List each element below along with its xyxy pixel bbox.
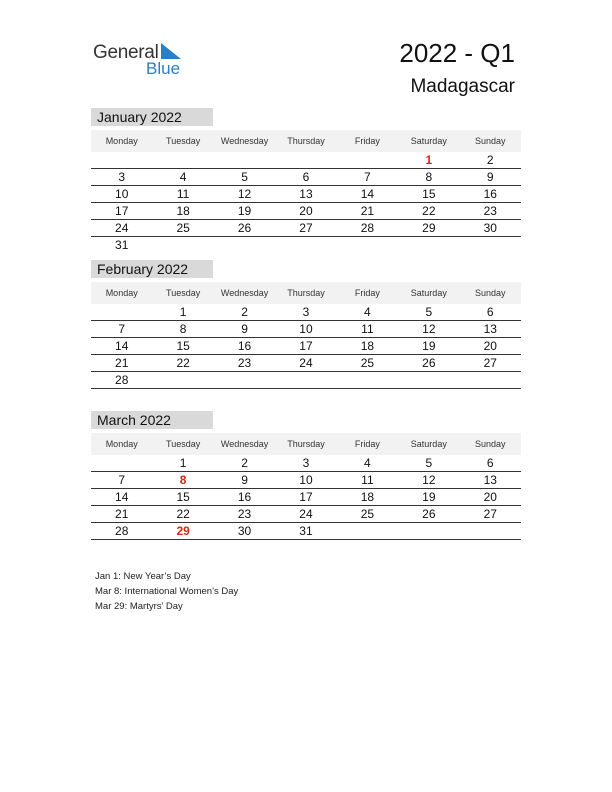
weekday-header: Friday (337, 282, 398, 304)
week-row (91, 355, 521, 372)
day-cell: 29 (152, 523, 213, 540)
week-row (91, 472, 521, 489)
day-cell: 26 (398, 506, 459, 523)
day-cell (337, 523, 398, 540)
day-cell: 2 (214, 304, 275, 321)
day-cell: 4 (337, 304, 398, 321)
day-cell: 18 (337, 489, 398, 506)
day-cell: 21 (91, 506, 152, 523)
day-cell (460, 372, 521, 389)
week-row (91, 338, 521, 355)
month-block (91, 260, 521, 389)
week-row (91, 523, 521, 540)
day-cell: 20 (460, 338, 521, 355)
holiday-note: Jan 1: New Year’s Day (95, 571, 191, 582)
day-cell: 28 (91, 372, 152, 389)
day-cell (275, 152, 336, 169)
day-cell: 22 (152, 506, 213, 523)
month-label: February 2022 (91, 260, 213, 278)
day-cell: 13 (275, 186, 336, 203)
logo (93, 40, 193, 80)
month-label: March 2022 (91, 411, 213, 429)
day-cell (275, 372, 336, 389)
holiday-notes (95, 569, 238, 614)
day-cell: 6 (460, 455, 521, 472)
weekday-header: Friday (337, 433, 398, 455)
day-cell: 31 (115, 238, 129, 252)
day-cell: 28 (91, 523, 152, 540)
day-cell: 6 (275, 169, 336, 186)
weekday-header: Thursday (275, 130, 336, 152)
week-row (91, 203, 521, 220)
day-cell (337, 372, 398, 389)
day-cell: 6 (460, 304, 521, 321)
day-cell (91, 152, 152, 169)
day-cell (337, 237, 398, 254)
logo-triangle-icon (161, 43, 181, 59)
weekday-header: Monday (91, 433, 152, 455)
month-table (91, 282, 521, 389)
day-cell: 8 (398, 169, 459, 186)
day-cell: 27 (460, 506, 521, 523)
day-cell (91, 304, 152, 321)
day-cell: 8 (152, 321, 213, 338)
day-cell: 14 (91, 489, 152, 506)
weekday-header: Saturday (398, 130, 459, 152)
day-cell (214, 152, 275, 169)
day-cell: 21 (91, 355, 152, 372)
day-cell: 15 (398, 186, 459, 203)
day-cell: 23 (214, 355, 275, 372)
day-cell: 11 (337, 321, 398, 338)
weekday-header: Sunday (460, 282, 521, 304)
month-table (91, 433, 521, 540)
day-cell: 24 (275, 506, 336, 523)
day-cell: 19 (214, 203, 275, 220)
week-row (91, 455, 521, 472)
weekday-header: Tuesday (152, 282, 213, 304)
day-cell: 18 (337, 338, 398, 355)
day-cell (152, 152, 213, 169)
day-cell (337, 152, 398, 169)
day-cell: 8 (152, 472, 213, 489)
weekday-header: Monday (91, 130, 152, 152)
day-cell: 3 (275, 304, 336, 321)
day-cell: 25 (337, 355, 398, 372)
week-row (91, 489, 521, 506)
day-cell: 24 (275, 355, 336, 372)
weekday-header: Sunday (460, 130, 521, 152)
day-cell: 15 (152, 489, 213, 506)
day-cell: 13 (460, 321, 521, 338)
day-cell: 29 (398, 220, 459, 237)
day-cell: 30 (214, 523, 275, 540)
day-cell: 22 (152, 355, 213, 372)
day-cell: 12 (398, 472, 459, 489)
day-cell: 14 (337, 186, 398, 203)
day-cell (460, 523, 521, 540)
day-cell (152, 372, 213, 389)
logo-blue-text: Blue (146, 59, 181, 78)
day-cell: 28 (337, 220, 398, 237)
day-cell: 12 (214, 186, 275, 203)
day-cell: 21 (337, 203, 398, 220)
day-cell: 2 (214, 455, 275, 472)
day-cell: 27 (460, 355, 521, 372)
day-cell: 4 (337, 455, 398, 472)
day-cell (91, 455, 152, 472)
day-cell: 17 (91, 203, 152, 220)
day-cell: 3 (91, 169, 152, 186)
week-row (91, 186, 521, 203)
week-row (91, 506, 521, 523)
day-cell: 9 (214, 472, 275, 489)
day-cell: 11 (152, 186, 213, 203)
day-cell: 15 (152, 338, 213, 355)
day-cell: 17 (275, 338, 336, 355)
day-cell: 10 (91, 186, 152, 203)
weekday-header: Monday (91, 282, 152, 304)
week-row (91, 220, 521, 237)
day-cell: 22 (398, 203, 459, 220)
day-cell (214, 372, 275, 389)
week-row (91, 152, 521, 169)
day-cell: 17 (275, 489, 336, 506)
day-cell (275, 237, 336, 254)
day-cell: 19 (398, 338, 459, 355)
day-cell: 24 (91, 220, 152, 237)
month-block (91, 108, 521, 253)
day-cell: 3 (275, 455, 336, 472)
month-table (91, 130, 521, 253)
day-cell: 5 (214, 169, 275, 186)
day-cell: 26 (214, 220, 275, 237)
day-cell: 30 (460, 220, 521, 237)
day-cell: 13 (460, 472, 521, 489)
day-cell: 23 (214, 506, 275, 523)
holiday-note: Mar 8: International Women’s Day (95, 586, 239, 597)
day-cell: 10 (275, 472, 336, 489)
day-cell: 1 (152, 455, 213, 472)
weekday-header: Sunday (460, 433, 521, 455)
day-cell: 26 (398, 355, 459, 372)
day-cell: 31 (275, 523, 336, 540)
day-cell (214, 237, 275, 254)
day-cell: 14 (91, 338, 152, 355)
day-cell: 16 (214, 489, 275, 506)
day-cell: 19 (398, 489, 459, 506)
day-cell: 7 (337, 169, 398, 186)
week-row (91, 304, 521, 321)
week-row (91, 372, 521, 389)
weekday-header: Wednesday (214, 282, 275, 304)
holiday-note: Mar 29: Martyrs’ Day (95, 601, 183, 612)
day-cell (398, 237, 459, 254)
page-title: 2022 - Q1 (399, 38, 515, 68)
week-row (91, 321, 521, 338)
day-cell: 20 (460, 489, 521, 506)
day-cell (398, 372, 459, 389)
day-cell: 16 (214, 338, 275, 355)
weekday-header: Tuesday (152, 433, 213, 455)
day-cell: 18 (152, 203, 213, 220)
logo-general-text: General (93, 42, 159, 63)
month-label: January 2022 (91, 108, 213, 126)
day-cell: 7 (91, 472, 152, 489)
weekday-header: Thursday (275, 282, 336, 304)
day-cell: 5 (398, 304, 459, 321)
day-cell (398, 523, 459, 540)
weekday-header: Saturday (398, 433, 459, 455)
day-cell: 2 (460, 152, 521, 169)
day-cell: 11 (337, 472, 398, 489)
weekday-header: Saturday (398, 282, 459, 304)
month-block (91, 411, 521, 540)
day-cell: 5 (398, 455, 459, 472)
day-cell: 7 (91, 321, 152, 338)
day-cell (460, 237, 521, 254)
day-cell: 27 (275, 220, 336, 237)
country-name: Madagascar (410, 76, 515, 97)
day-cell: 1 (152, 304, 213, 321)
weekday-header: Friday (337, 130, 398, 152)
day-cell: 16 (460, 186, 521, 203)
weekday-header: Thursday (275, 433, 336, 455)
day-cell: 20 (275, 203, 336, 220)
day-cell: 9 (460, 169, 521, 186)
weekday-header: Wednesday (214, 433, 275, 455)
day-cell: 10 (275, 321, 336, 338)
day-cell: 23 (460, 203, 521, 220)
weekday-header: Tuesday (152, 130, 213, 152)
weekday-header: Wednesday (214, 130, 275, 152)
day-cell (152, 237, 213, 254)
day-cell: 1 (398, 152, 459, 169)
day-cell: 9 (214, 321, 275, 338)
day-cell: 25 (152, 220, 213, 237)
day-cell: 25 (337, 506, 398, 523)
day-cell: 4 (152, 169, 213, 186)
week-row (91, 169, 521, 186)
week-row (91, 237, 521, 254)
day-cell: 12 (398, 321, 459, 338)
